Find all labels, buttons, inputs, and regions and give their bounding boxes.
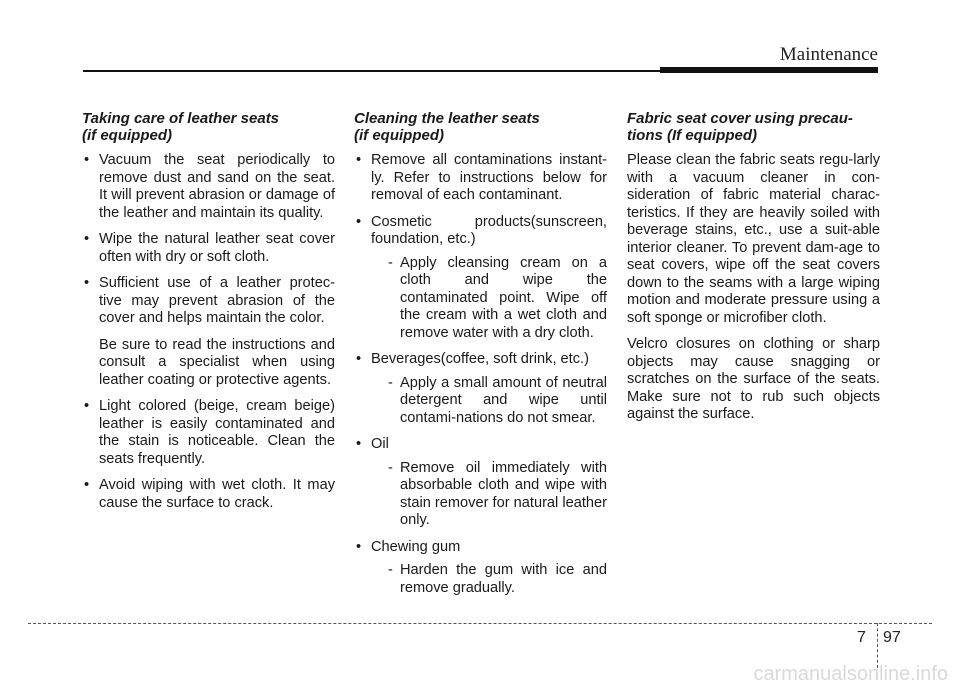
bullet-text: Sufficient use of a leather protec-tive may prevent abrasion of the cover and helps maintain the color. (99, 275, 335, 326)
list-item (82, 231, 335, 266)
section-title-leather-cleaning (354, 110, 607, 144)
header-rule-thin (83, 70, 660, 72)
dash-mark: - (388, 562, 393, 578)
bullet-mark: • (356, 436, 362, 452)
bullet-mark: • (356, 213, 362, 230)
bullet-list (82, 152, 335, 512)
header-rule-thick (660, 67, 878, 73)
sub-item (371, 460, 607, 530)
list-item (354, 351, 607, 427)
sub-item-text: Apply a small amount of neutral detergent and wipe until contami-nations do not smear. (400, 374, 607, 426)
title-line-2: tions (If equipped) (627, 127, 757, 144)
bullet-list (354, 152, 607, 597)
bullet-text: Avoid wiping with wet cloth. It may cause the surface to crack. (99, 477, 335, 511)
list-item (82, 275, 335, 389)
title-line-2: (if equipped) (82, 127, 172, 144)
bullet-mark: • (84, 152, 90, 168)
dash-mark: - (388, 254, 393, 271)
dash-mark: - (388, 374, 393, 391)
section-title-leather-care (82, 110, 335, 144)
sub-item (371, 375, 607, 428)
title-line-1: Cleaning the leather seats (354, 110, 540, 127)
bullet-text: Beverages(coffee, soft drink, etc.) (371, 351, 589, 367)
paragraph: Velcro closures on clothing or sharp objects may cause snagging or scratches on the surface of the seats. Make sure not to rub such objects against the surface. (627, 336, 880, 422)
column-leather-cleaning (354, 110, 607, 606)
list-item (354, 539, 607, 598)
bullet-text: Cosmetic products(sunscreen, foundation, etc.) (371, 213, 607, 247)
bullet-mark: • (84, 477, 90, 493)
dash-mark: - (388, 459, 393, 476)
column-fabric-seat (627, 110, 880, 433)
bullet-text: Vacuum the seat periodically to remove dust and sand on the seat. It will prevent abrasion or damage of the leather and maintain its quality. (99, 152, 335, 221)
footer-divider (877, 623, 878, 668)
bullet-mark: • (356, 351, 362, 367)
page-number: 97 (883, 629, 901, 646)
bullet-text: Wipe the natural leather seat cover often with dry or soft cloth. (99, 231, 335, 265)
bullet-text: Oil (371, 436, 389, 452)
chapter-number: 7 (857, 629, 866, 646)
bullet-mark: • (84, 398, 90, 414)
title-line-1: Taking care of leather seats (82, 110, 280, 127)
title-line-1: Fabric seat cover using precau- (627, 110, 853, 127)
sub-item-text: Remove oil immediately with absorbable cloth and wipe with stain remover for natural leather only. (400, 459, 607, 528)
sub-item (371, 255, 607, 343)
section-title-fabric-seat (627, 110, 880, 144)
bullet-note: Be sure to read the instructions and consult a specialist when using leather coating or protective agents. (99, 336, 335, 388)
sub-item-text: Harden the gum with ice and remove gradually. (400, 562, 607, 596)
list-item (354, 214, 607, 343)
watermark: carmanualsonline.info (753, 663, 948, 685)
list-item (82, 152, 335, 222)
bullet-text: Chewing gum (371, 538, 461, 555)
list-item (354, 436, 607, 530)
sub-item-text: Apply cleansing cream on a cloth and wipe the contaminated point. Wipe off the cream with a wet cloth and remove water with a dry cloth. (400, 254, 607, 341)
title-line-2: (if equipped) (354, 127, 444, 144)
bullet-mark: • (84, 231, 90, 247)
list-item (82, 477, 335, 512)
bullet-mark: • (356, 152, 362, 168)
bullet-text: Light colored (beige, cream beige) leather is easily contaminated and the stain is noticeable. Clean the seats frequently. (99, 398, 335, 467)
bullet-mark: • (356, 538, 362, 555)
bullet-mark: • (84, 275, 90, 291)
section-header-title: Maintenance (779, 44, 878, 65)
footer-rule (28, 623, 932, 624)
list-item (354, 152, 607, 205)
paragraph: Please clean the fabric seats regu-larly with a vacuum cleaner in con-sideration of fabric material charac-teristics. If they are heavily soiled with beverage stains, etc., use a suit-able interior cleaner. To prevent dam-age to seat covers, wipe off the seat covers down to the seams with a large wiping motion and moderate pressure using a soft sponge or microfiber cloth. (627, 152, 880, 326)
sub-item (371, 562, 607, 597)
list-item (82, 398, 335, 468)
bullet-text: Remove all contaminations instant-ly. Refer to instructions below for removal of each contaminant. (371, 152, 607, 203)
column-leather-care (82, 110, 335, 521)
